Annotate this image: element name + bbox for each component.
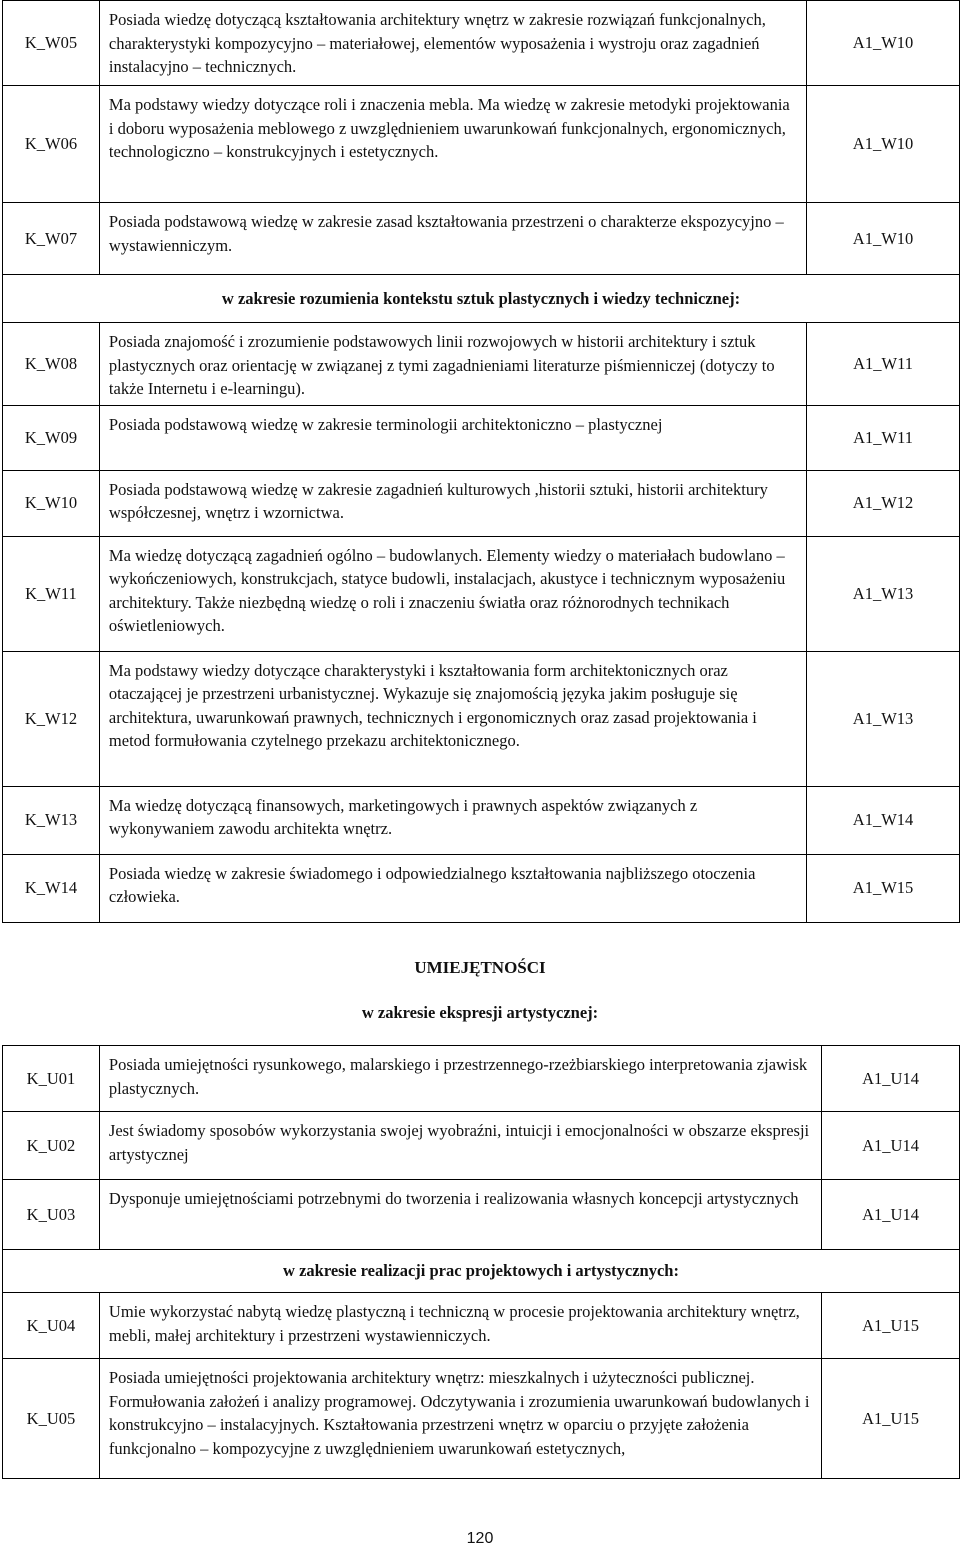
area-outcome-reference: A1_W12 <box>807 470 960 536</box>
area-outcome-reference: A1_W11 <box>807 405 960 470</box>
outcome-description: Posiada podstawową wiedzę w zakresie zagadnień kulturowych ,historii sztuki, historii architektury współczesnej, wnętrz i wzornictwa. <box>99 470 806 536</box>
table-row <box>3 651 960 786</box>
table-row <box>3 786 960 854</box>
outcome-description: Ma wiedzę dotyczącą zagadnień ogólno – budowlanych. Elementy wiedzy o materiałach budowlano – wykończeniowych, konstrukcjach, statyce budowli, instalacjach, akustyce i technicznym wyposażeniu architektury. Także niezbędną wiedzę o roli i znaczeniu światła oraz różnorodnych technikach oświetleniowych. <box>99 536 806 651</box>
table-row <box>3 854 960 922</box>
area-outcome-reference: A1_W10 <box>807 1 960 86</box>
area-outcome-reference: A1_W10 <box>807 86 960 203</box>
section-title: w zakresie rozumienia kontekstu sztuk plastycznych i wiedzy technicznej: <box>3 275 960 323</box>
table-row <box>3 536 960 651</box>
outcome-code: K_W10 <box>3 470 100 536</box>
outcome-code: K_U02 <box>3 1112 100 1180</box>
table-row <box>3 1046 960 1112</box>
table-row <box>3 1180 960 1250</box>
table-row <box>3 1112 960 1180</box>
section-row <box>3 1250 960 1293</box>
area-outcome-reference: A1_U14 <box>822 1046 960 1112</box>
outcome-description: Ma podstawy wiedzy dotyczące charakterystyki i kształtowania form architektonicznych oraz otaczającej je przestrzeni urbanistycznej. Wykazuje się znajomością języka jakim posługuje się architektura, uwarunkowań prawnych, technicznych i ergonomicznych oraz zasad projektowania i metod formułowania czytelnego przekazu architektonicznego. <box>99 651 806 786</box>
outcome-code: K_W08 <box>3 323 100 406</box>
table-row <box>3 470 960 536</box>
table-row <box>3 1359 960 1479</box>
outcome-code: K_W13 <box>3 786 100 854</box>
area-outcome-reference: A1_W11 <box>807 323 960 406</box>
table-row <box>3 86 960 203</box>
area-outcome-reference: A1_W13 <box>807 536 960 651</box>
section-heading-skills: UMIEJĘTNOŚCI <box>414 958 546 977</box>
area-outcome-reference: A1_U15 <box>822 1293 960 1359</box>
area-outcome-reference: A1_W10 <box>807 203 960 275</box>
learning-outcomes-table-skills <box>2 1045 960 1479</box>
outcome-code: K_U01 <box>3 1046 100 1112</box>
outcome-code: K_U03 <box>3 1180 100 1250</box>
outcome-description: Ma podstawy wiedzy dotyczące roli i znaczenia mebla. Ma wiedzę w zakresie metodyki projektowania i doboru wyposażenia meblowego z uwzględnieniem uwarunkowań funkcjonalnych, ergonomicznych, technologiczno – konstrukcyjnych i estetycznych. <box>99 86 806 203</box>
outcome-description: Posiada umiejętności rysunkowego, malarskiego i przestrzennego-rzeżbiarskiego interpretowania zjawisk plastycznych. <box>99 1046 821 1112</box>
outcome-code: K_W14 <box>3 854 100 922</box>
outcome-description: Posiada umiejętności projektowania architektury wnętrz: mieszkalnych i użyteczności publicznej. Formułowania założeń i analizy programowej. Odczytywania i zrozumienia uwarunkowań budowlanych i konstrukcyjno – instalacyjnych. Kształtowania przestrzeni wnętrz w oparciu o przyjęte założenia funkcjonalno – kompozycyjne z uwzględnieniem uwarunkowań estetycznych, <box>99 1359 821 1479</box>
outcome-description: Posiada podstawową wiedzę w zakresie terminologii architektoniczno – plastycznej <box>99 405 806 470</box>
outcome-description: Jest świadomy sposobów wykorzystania swojej wyobraźni, intuicji i emocjonalności w obszarze ekspresji artystycznej <box>99 1112 821 1180</box>
area-outcome-reference: A1_W13 <box>807 651 960 786</box>
outcome-description: Ma wiedzę dotyczącą finansowych, marketingowych i prawnych aspektów związanych z wykonywaniem zawodu architekta wnętrz. <box>99 786 806 854</box>
outcome-description: Umie wykorzystać nabytą wiedzę plastyczną i techniczną w procesie projektowania architektury wnętrz, mebli, małej architektury i przestrzeni wystawienniczych. <box>99 1293 821 1359</box>
area-outcome-reference: A1_W15 <box>807 854 960 922</box>
outcome-code: K_U05 <box>3 1359 100 1479</box>
outcome-code: K_U04 <box>3 1293 100 1359</box>
outcome-description: Posiada podstawową wiedzę w zakresie zasad kształtowania przestrzeni o charakterze ekspozycyjno – wystawienniczym. <box>99 203 806 275</box>
outcome-description: Dysponuje umiejętnościami potrzebnymi do tworzenia i realizowania własnych koncepcji artystycznych <box>99 1180 821 1250</box>
outcome-code: K_W09 <box>3 405 100 470</box>
table-row <box>3 203 960 275</box>
outcome-description: Posiada znajomość i zrozumienie podstawowych linii rozwojowych w historii architektury i sztuk plastycznych oraz orientację w związanej z tymi zagadnieniami literaturze piśmienniczej (dotyczy to także Internetu i e-learningu). <box>99 323 806 406</box>
learning-outcomes-table-knowledge <box>2 0 960 923</box>
outcome-code: K_W07 <box>3 203 100 275</box>
area-outcome-reference: A1_U14 <box>822 1180 960 1250</box>
table-row <box>3 323 960 406</box>
area-outcome-reference: A1_W14 <box>807 786 960 854</box>
section-row <box>3 275 960 323</box>
area-outcome-reference: A1_U14 <box>822 1112 960 1180</box>
subsection-heading-artistic-expression: w zakresie ekspresji artystycznej: <box>361 1003 599 1022</box>
section-title: w zakresie realizacji prac projektowych i artystycznych: <box>3 1250 960 1293</box>
outcome-description: Posiada wiedzę dotyczącą kształtowania architektury wnętrz w zakresie rozwiązań funkcjonalnych, charakterystyki kompozycyjno – materiałowej, elementów wyposażenia i wystroju oraz zagadnień instalacyjno – technicznych. <box>99 1 806 86</box>
table-row <box>3 405 960 470</box>
outcome-code: K_W12 <box>3 651 100 786</box>
table-row <box>3 1293 960 1359</box>
outcome-description: Posiada wiedzę w zakresie świadomego i odpowiedzialnego kształtowania najbliższego otoczenia człowieka. <box>99 854 806 922</box>
area-outcome-reference: A1_U15 <box>822 1359 960 1479</box>
table-row <box>3 1 960 86</box>
outcome-code: K_W06 <box>3 86 100 203</box>
outcome-code: K_W05 <box>3 1 100 86</box>
outcome-code: K_W11 <box>3 536 100 651</box>
page-number: 120 <box>466 1530 494 1547</box>
